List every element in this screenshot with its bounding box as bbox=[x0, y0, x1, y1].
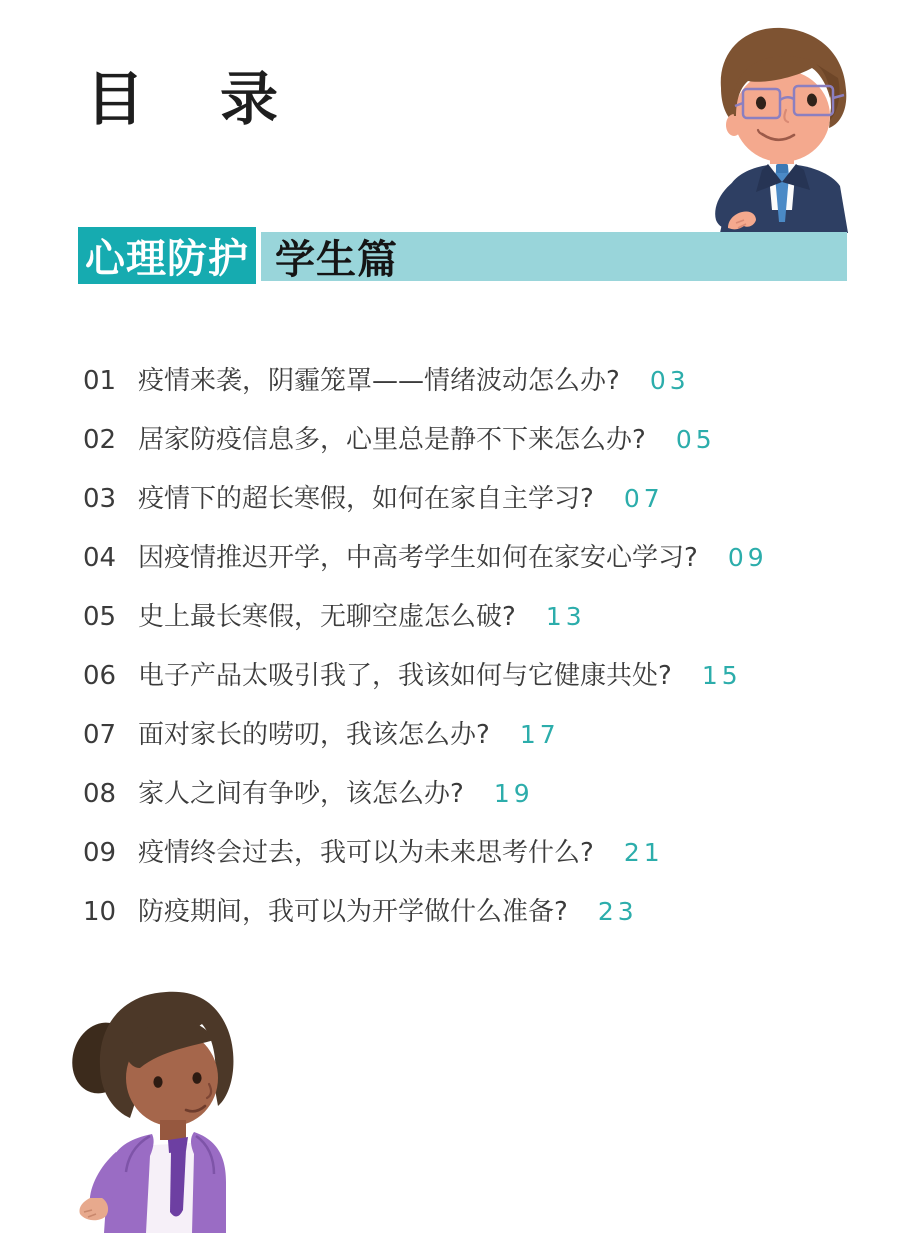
page-title bbox=[86, 65, 279, 133]
item-number: 10 bbox=[83, 897, 117, 927]
item-title: 疫情下的超长寒假，如何在家自主学习? bbox=[138, 484, 594, 514]
item-page-number: 07 bbox=[623, 484, 664, 513]
section-label: 学生篇 bbox=[275, 237, 398, 283]
item-number: 08 bbox=[83, 779, 117, 809]
item-title: 因疫情推迟开学，中高考学生如何在家安心学习? bbox=[138, 543, 698, 573]
section-bar bbox=[261, 232, 847, 281]
item-number: 04 bbox=[83, 543, 117, 573]
toc-row[interactable] bbox=[83, 425, 883, 455]
item-page-number: 23 bbox=[597, 897, 638, 926]
page-title-char: 目 bbox=[86, 65, 145, 133]
item-title: 防疫期间，我可以为开学做什么准备? bbox=[138, 897, 568, 927]
item-page-number: 17 bbox=[519, 720, 560, 749]
toc-row[interactable] bbox=[83, 838, 883, 868]
item-title: 家人之间有争吵，该怎么办? bbox=[138, 779, 464, 809]
male-teacher-icon bbox=[698, 24, 860, 233]
toc-row[interactable] bbox=[83, 779, 883, 809]
toc-row[interactable] bbox=[83, 897, 883, 927]
item-title: 疫情终会过去，我可以为未来思考什么? bbox=[138, 838, 594, 868]
category-badge bbox=[78, 227, 256, 284]
item-title: 史上最长寒假，无聊空虚怎么破? bbox=[138, 602, 516, 632]
toc-list bbox=[83, 366, 883, 956]
item-title: 面对家长的唠叨，我该怎么办? bbox=[138, 720, 490, 750]
item-page-number: 21 bbox=[623, 838, 664, 867]
female-teacher-illustration bbox=[66, 984, 244, 1233]
toc-row[interactable] bbox=[83, 543, 883, 573]
item-number: 03 bbox=[83, 484, 117, 514]
item-page-number: 13 bbox=[545, 602, 586, 631]
item-page-number: 15 bbox=[701, 661, 742, 690]
toc-row[interactable] bbox=[83, 720, 883, 750]
toc-row[interactable] bbox=[83, 602, 883, 632]
item-page-number: 03 bbox=[649, 366, 690, 395]
item-number: 02 bbox=[83, 425, 117, 455]
item-number: 09 bbox=[83, 838, 117, 868]
item-title: 居家防疫信息多，心里总是静不下来怎么办? bbox=[138, 425, 646, 455]
page-title-char: 录 bbox=[220, 65, 279, 133]
item-page-number: 05 bbox=[675, 425, 716, 454]
item-number: 06 bbox=[83, 661, 117, 691]
toc-row[interactable] bbox=[83, 366, 883, 396]
item-number: 01 bbox=[83, 366, 117, 396]
item-number: 07 bbox=[83, 720, 117, 750]
category-badge-label: 心理防护 bbox=[85, 236, 249, 282]
item-page-number: 19 bbox=[493, 779, 534, 808]
item-number: 05 bbox=[83, 602, 117, 632]
item-page-number: 09 bbox=[727, 543, 768, 572]
toc-row[interactable] bbox=[83, 484, 883, 514]
toc-row[interactable] bbox=[83, 661, 883, 691]
female-teacher-icon bbox=[66, 984, 244, 1233]
item-title: 电子产品太吸引我了，我该如何与它健康共处? bbox=[138, 661, 672, 691]
male-teacher-illustration bbox=[698, 24, 860, 233]
item-title: 疫情来袭，阴霾笼罩——情绪波动怎么办? bbox=[138, 366, 620, 396]
